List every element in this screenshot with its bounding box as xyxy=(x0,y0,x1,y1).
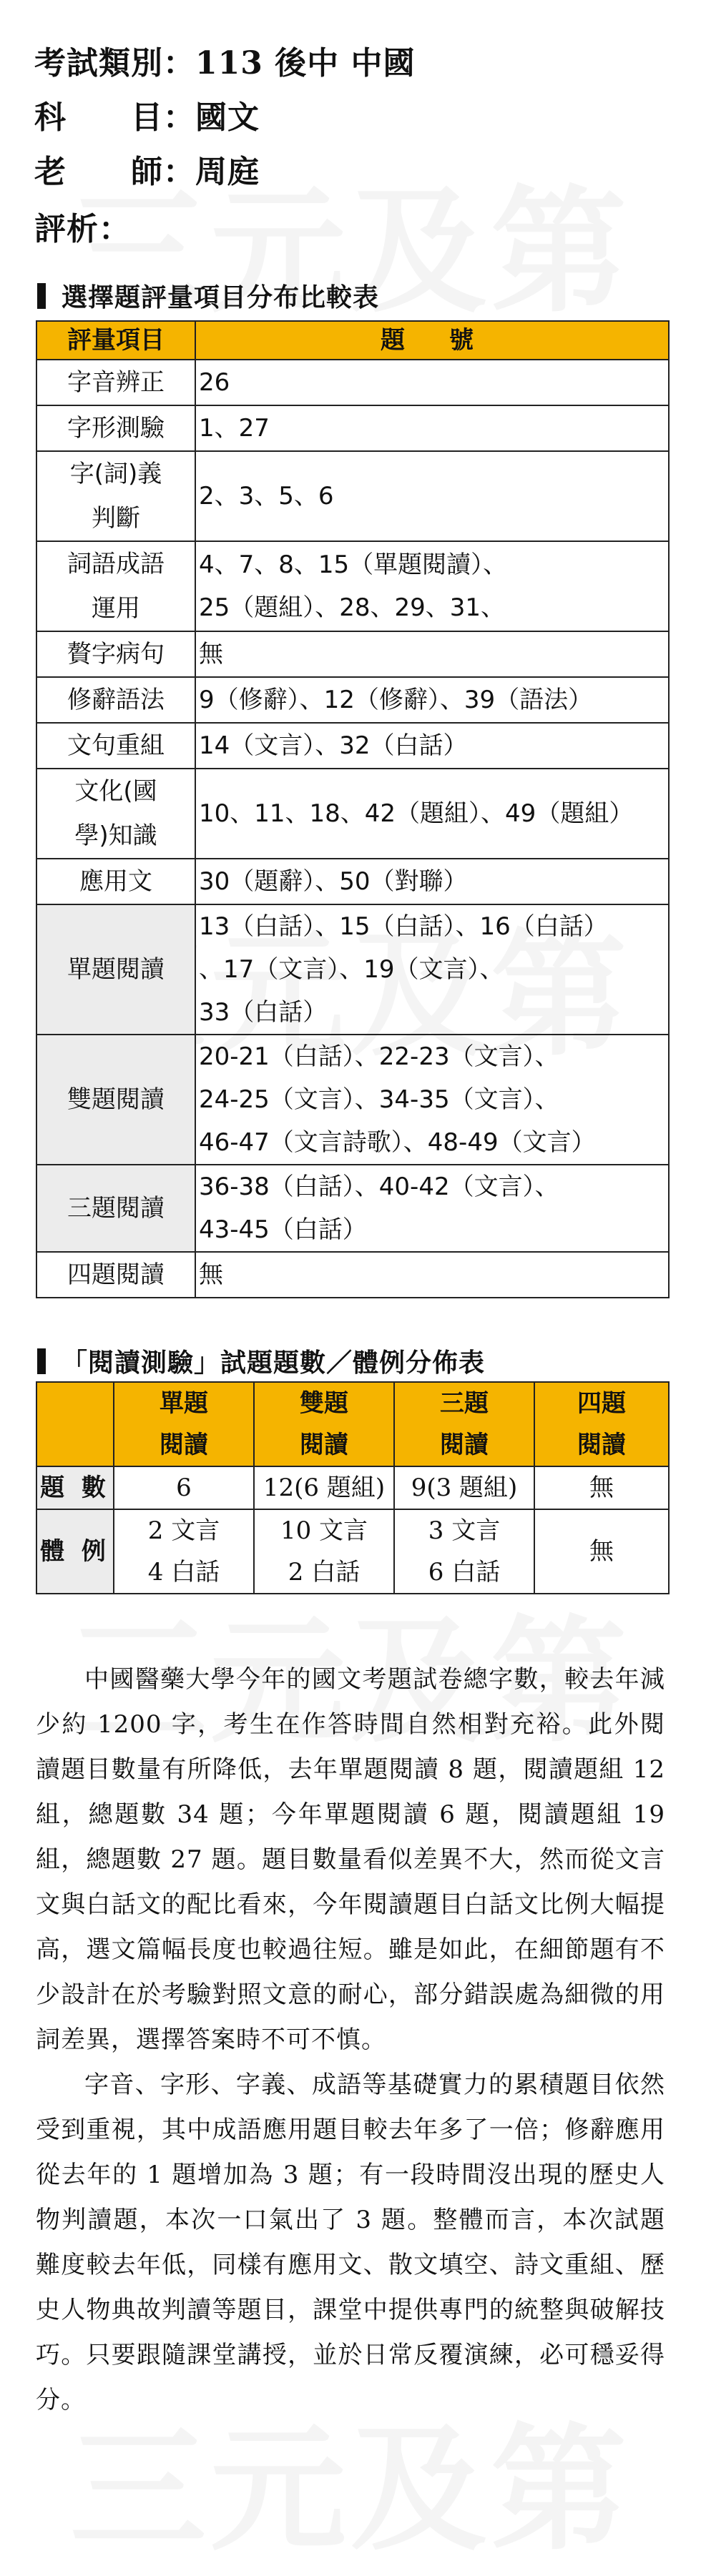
exam-category xyxy=(34,37,415,83)
question-numbers: 13（白話）、15（白話）、16（白話） 、17（文言）、19（文言）、 33（白話） xyxy=(195,904,669,1035)
row-label: 贅字病句 xyxy=(36,631,195,677)
count-cell: 6 xyxy=(114,1466,254,1509)
count-cell: 無 xyxy=(534,1466,669,1509)
table2-title-text: 「閱讀測驗」試題題數／體例分佈表 xyxy=(62,1348,486,1378)
count-cell: 12(6 題組) xyxy=(254,1466,394,1509)
column-header-question-number: 題 號 xyxy=(195,321,669,360)
table-row xyxy=(36,859,669,904)
style-cell: 10 文言 2 白話 xyxy=(254,1509,394,1594)
question-numbers: 無 xyxy=(195,1252,669,1298)
question-numbers: 10、11、18、42（題組）、49（題組） xyxy=(195,769,669,859)
column-header-item: 評量項目 xyxy=(36,321,195,360)
exam-category-label: 考試類別： xyxy=(34,45,195,82)
style-cell: 3 文言 6 白話 xyxy=(394,1509,534,1594)
row-label: 字形測驗 xyxy=(36,405,195,451)
table-row xyxy=(36,723,669,769)
question-numbers: 20-21（白話）、22-23（文言）、 24-25（文言）、34-35（文言）、 46-47（文言詩歌）、48-49（文言） xyxy=(195,1035,669,1165)
table-row xyxy=(36,677,669,723)
table-row xyxy=(36,631,669,677)
column-header: 單題 閱讀 xyxy=(114,1382,254,1466)
style-cell: 2 文言 4 白話 xyxy=(114,1509,254,1594)
row-label: 雙題閱讀 xyxy=(36,1035,195,1165)
row-label: 字音辨正 xyxy=(36,360,195,405)
question-numbers: 14（文言）、32（白話） xyxy=(195,723,669,769)
row-label: 應用文 xyxy=(36,859,195,904)
table-row xyxy=(36,541,669,631)
subject xyxy=(34,92,260,137)
subject-value: 國文 xyxy=(195,99,260,136)
table-row xyxy=(36,1165,669,1252)
column-header: 四題 閱讀 xyxy=(534,1382,669,1466)
table-row xyxy=(36,1252,669,1298)
teacher xyxy=(34,146,260,192)
question-numbers: 9（修辭）、12（修辭）、39（語法） xyxy=(195,677,669,723)
table-row xyxy=(36,769,669,859)
question-numbers: 無 xyxy=(195,631,669,677)
table-row xyxy=(36,451,669,541)
row-label: 詞語成語 運用 xyxy=(36,541,195,631)
column-header: 雙題 閱讀 xyxy=(254,1382,394,1466)
row-label: 修辭語法 xyxy=(36,677,195,723)
row-label: 四題閱讀 xyxy=(36,1252,195,1298)
analysis-heading: 評析： xyxy=(34,211,131,247)
table2-title xyxy=(37,1343,485,1379)
question-numbers: 1、27 xyxy=(195,405,669,451)
style-row xyxy=(36,1509,669,1594)
row-label: 單題閱讀 xyxy=(36,904,195,1035)
table1-body xyxy=(36,360,669,1298)
row-label: 文化(國 學)知識 xyxy=(36,769,195,859)
exam-category-value: 113 後中 中國 xyxy=(195,45,416,82)
count-row xyxy=(36,1466,669,1509)
row-label-count: 題 數 xyxy=(36,1466,114,1509)
row-label: 字(詞)義 判斷 xyxy=(36,451,195,541)
question-numbers: 2、3、5、6 xyxy=(195,451,669,541)
table-row xyxy=(36,360,669,405)
subject-label: 科 目： xyxy=(34,99,195,136)
column-header: 三題 閱讀 xyxy=(394,1382,534,1466)
teacher-label: 老 師： xyxy=(34,154,195,190)
paragraph: 字音、字形、字義、成語等基礎實力的累積題目依然受到重視，其中成語應用題目較去年多了一倍；修辭應用從去年的 1 題增加為 3 題；有一段時間沒出現的歷史人物判讀題，本次一口氣出了 3 題。整體而言，本次試題難度較去年低，同樣有應用文、散文填空、詩文重組、歷史人物典故判讀等題目，課堂中提供專門的統整與破解技巧。只要跟隨課堂講授，並於日常反覆演練，必可穩妥得分。 xyxy=(36,2071,665,2414)
question-numbers: 30（題辭）、50（對聯） xyxy=(195,859,669,904)
question-numbers: 26 xyxy=(195,360,669,405)
table-header-row xyxy=(36,1382,669,1466)
table-row xyxy=(36,904,669,1035)
table-row xyxy=(36,405,669,451)
analysis-text xyxy=(36,1657,665,2423)
question-numbers: 36-38（白話）、40-42（文言）、 43-45（白話） xyxy=(195,1165,669,1252)
table-header-row xyxy=(36,321,669,360)
row-label-style: 體 例 xyxy=(36,1509,114,1594)
teacher-value: 周庭 xyxy=(195,154,260,190)
reading-distribution-table xyxy=(36,1381,670,1594)
row-label: 文句重組 xyxy=(36,723,195,769)
paragraph: 中國醫藥大學今年的國文考題試卷總字數，較去年減少約 1200 字，考生在作答時間自然相對充裕。此外閱讀題目數量有所降低，去年單題閱讀 8 題，閱讀題組 12 組，總題數 34 題；今年單題閱讀 6 題，閱讀題組 19 組，總題數 27 題。題目數量看似差異不大，然而從文言文與白話文的配比看來，今年閱讀題目白話文比例大幅提高，選文篇幅長度也較過往短。雖是如此，在細節題有不少設計在於考驗對照文意的耐心，部分錯誤處為細微的用詞差異，選擇答案時不可不慎。 xyxy=(36,1665,665,2054)
table-row xyxy=(36,1035,669,1165)
style-cell: 無 xyxy=(534,1509,669,1594)
question-numbers: 4、7、8、15（單題閱讀）、 25（題組）、28、29、31、 xyxy=(195,541,669,631)
table1-title-text: 選擇題評量項目分布比較表 xyxy=(62,282,380,312)
table1-title xyxy=(37,277,379,314)
row-label: 三題閱讀 xyxy=(36,1165,195,1252)
item-distribution-table xyxy=(36,320,670,1298)
section-bar xyxy=(37,283,46,309)
corner-cell xyxy=(36,1382,114,1466)
section-bar xyxy=(37,1348,46,1374)
count-cell: 9(3 題組) xyxy=(394,1466,534,1509)
